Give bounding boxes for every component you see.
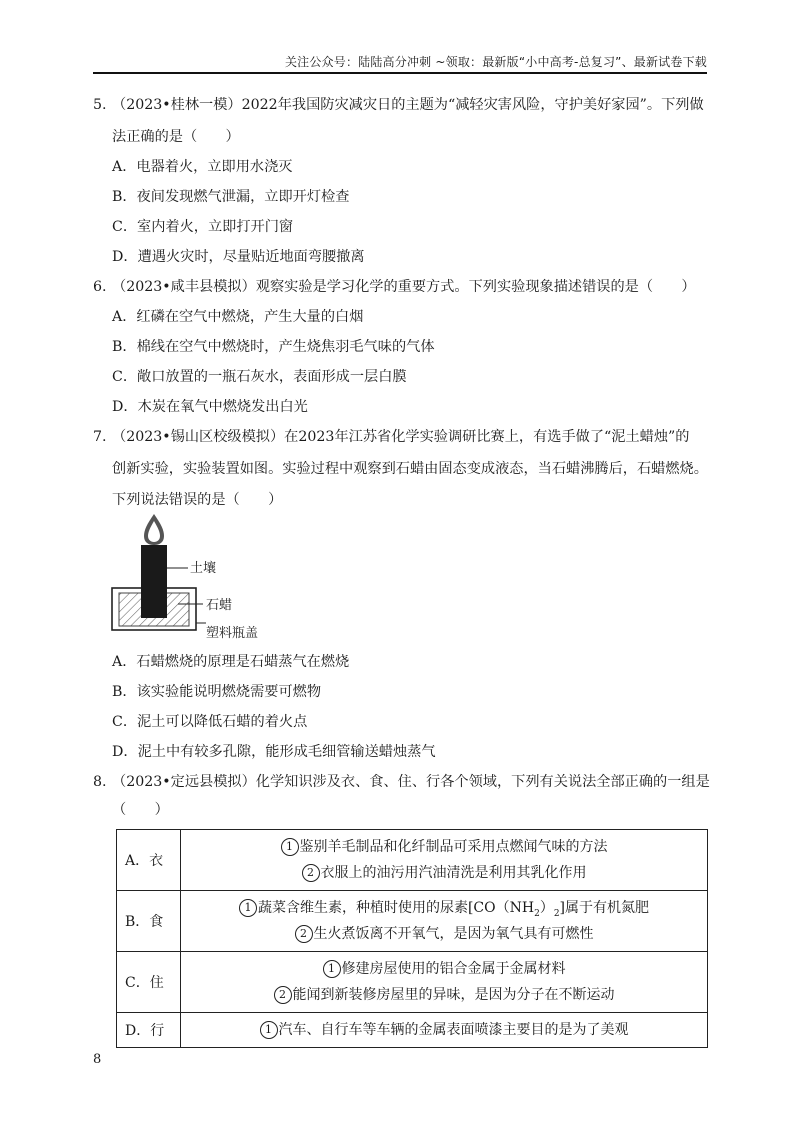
candle-flame	[144, 514, 164, 545]
q7-stem-line3: 下列说法错误的是（ ）	[112, 492, 283, 508]
q5-option-a: A．电器着火，立即用水浇灭	[112, 159, 293, 175]
q7-option-b: B．该实验能说明燃烧需要可燃物	[112, 684, 322, 700]
q6-number: 6.	[93, 279, 107, 295]
q7-number: 7.	[93, 429, 107, 445]
q6-option-b: B．棉线在空气中燃烧时，产生烧焦羽毛气味的气体	[112, 339, 435, 355]
row-c-item-1: 1 修建房屋使用的铝合金属于金属材料	[181, 956, 707, 982]
circled-number: 1	[323, 960, 341, 978]
circled-number: 2	[302, 864, 320, 882]
row-c-item-2: 2 能闻到新装修房屋里的异味，是因为分子在不断运动	[181, 982, 707, 1008]
q6-option-c: C．敞口放置的一瓶石灰水，表面形成一层白膜	[112, 369, 407, 385]
q5-stem-line2: 法正确的是（ ）	[112, 129, 240, 145]
table-row	[117, 952, 708, 1013]
page-number: 8	[93, 1052, 102, 1067]
q7-stem-line2: 创新实验，实验装置如图。实验过程中观察到石蜡由固态变成液态，当石蜡沸腾后，石蜡燃烧。	[112, 461, 708, 477]
q5-option-d: D．遭遇火灾时，尽量贴近地面弯腰撤离	[112, 249, 365, 265]
label-soil: 土壤	[190, 561, 217, 576]
q7-option-d: D．泥土中有较多孔隙，能形成毛细管输送蜡烛蒸气	[112, 744, 436, 760]
table-row	[117, 891, 708, 952]
row-a-item-1: 1 鉴别羊毛制品和化纤制品可采用点燃闻气味的方法	[181, 834, 707, 860]
q5-number: 5.	[93, 97, 107, 113]
label-wax: 石蜡	[206, 598, 233, 613]
q8-options-table	[116, 829, 708, 1048]
table-row	[117, 1013, 708, 1048]
q7-option-c: C．泥土可以降低石蜡的着火点	[112, 714, 308, 730]
table-row	[117, 830, 708, 891]
q6-option-a: A．红磷在空气中燃烧，产生大量的白烟	[112, 309, 364, 325]
q8-stem-line2: （ ）	[112, 802, 169, 818]
q8-number: 8.	[93, 774, 107, 790]
row-a-item-2: 2 衣服上的油污用汽油清洗是利用其乳化作用	[181, 860, 707, 886]
q8-stem-line1: （2023•定远县模拟）化学知识涉及衣、食、住、行各个领域，下列有关说法全部正确的一组是	[112, 774, 710, 790]
row-d-item-1: 1 汽车、自行车等车辆的金属表面喷漆主要目的是为了美观	[181, 1017, 707, 1043]
q5-option-c: C．室内着火，立即打开门窗	[112, 219, 294, 235]
circled-number: 2	[295, 925, 313, 943]
q7-option-a: A．石蜡燃烧的原理是石蜡蒸气在燃烧	[112, 654, 350, 670]
clay-candle-diagram	[100, 512, 330, 647]
q7-stem-line1: （2023•锡山区校级模拟）在2023年江苏省化学实验调研比赛上，有选手做了“泥土蜡烛”的	[112, 429, 690, 445]
candle-wax-body	[141, 545, 167, 618]
page-header: 关注公众号：陆陆高分冲刺 ~领取：最新版“小中高考-总复习”、最新试卷下载	[284, 55, 707, 69]
row-b-item-1: 1 蔬菜含维生素，种植时使用的尿素$[CO(NH_2)_2]$属于有机氮肥	[181, 895, 707, 921]
row-label-c: C．住	[117, 952, 181, 1013]
circled-number: 1	[260, 1021, 278, 1039]
header-divider	[93, 72, 707, 74]
q5-stem-line1: （2023•桂林一模）2022年我国防灾减灾日的主题为“减轻灾害风险，守护美好家园”。下列做	[112, 97, 704, 113]
row-b-item-2: 2 生火煮饭离不开氧气，是因为氧气具有可燃性	[181, 921, 707, 947]
label-bottle-cap: 塑料瓶盖	[206, 626, 259, 641]
circled-number: 2	[274, 986, 292, 1004]
row-label-d: D．行	[117, 1013, 181, 1048]
row-label-a: A．衣	[117, 830, 181, 891]
q6-stem-line1: （2023•咸丰县模拟）观察实验是学习化学的重要方式。下列实验现象描述错误的是（ ）	[112, 279, 696, 295]
q5-option-b: B．夜间发现燃气泄漏，立即开灯检查	[112, 189, 350, 205]
row-label-b: B．食	[117, 891, 181, 952]
circled-number: 1	[239, 899, 257, 917]
q6-option-d: D．木炭在氧气中燃烧发出白光	[112, 399, 308, 415]
circled-number: 1	[281, 838, 299, 856]
